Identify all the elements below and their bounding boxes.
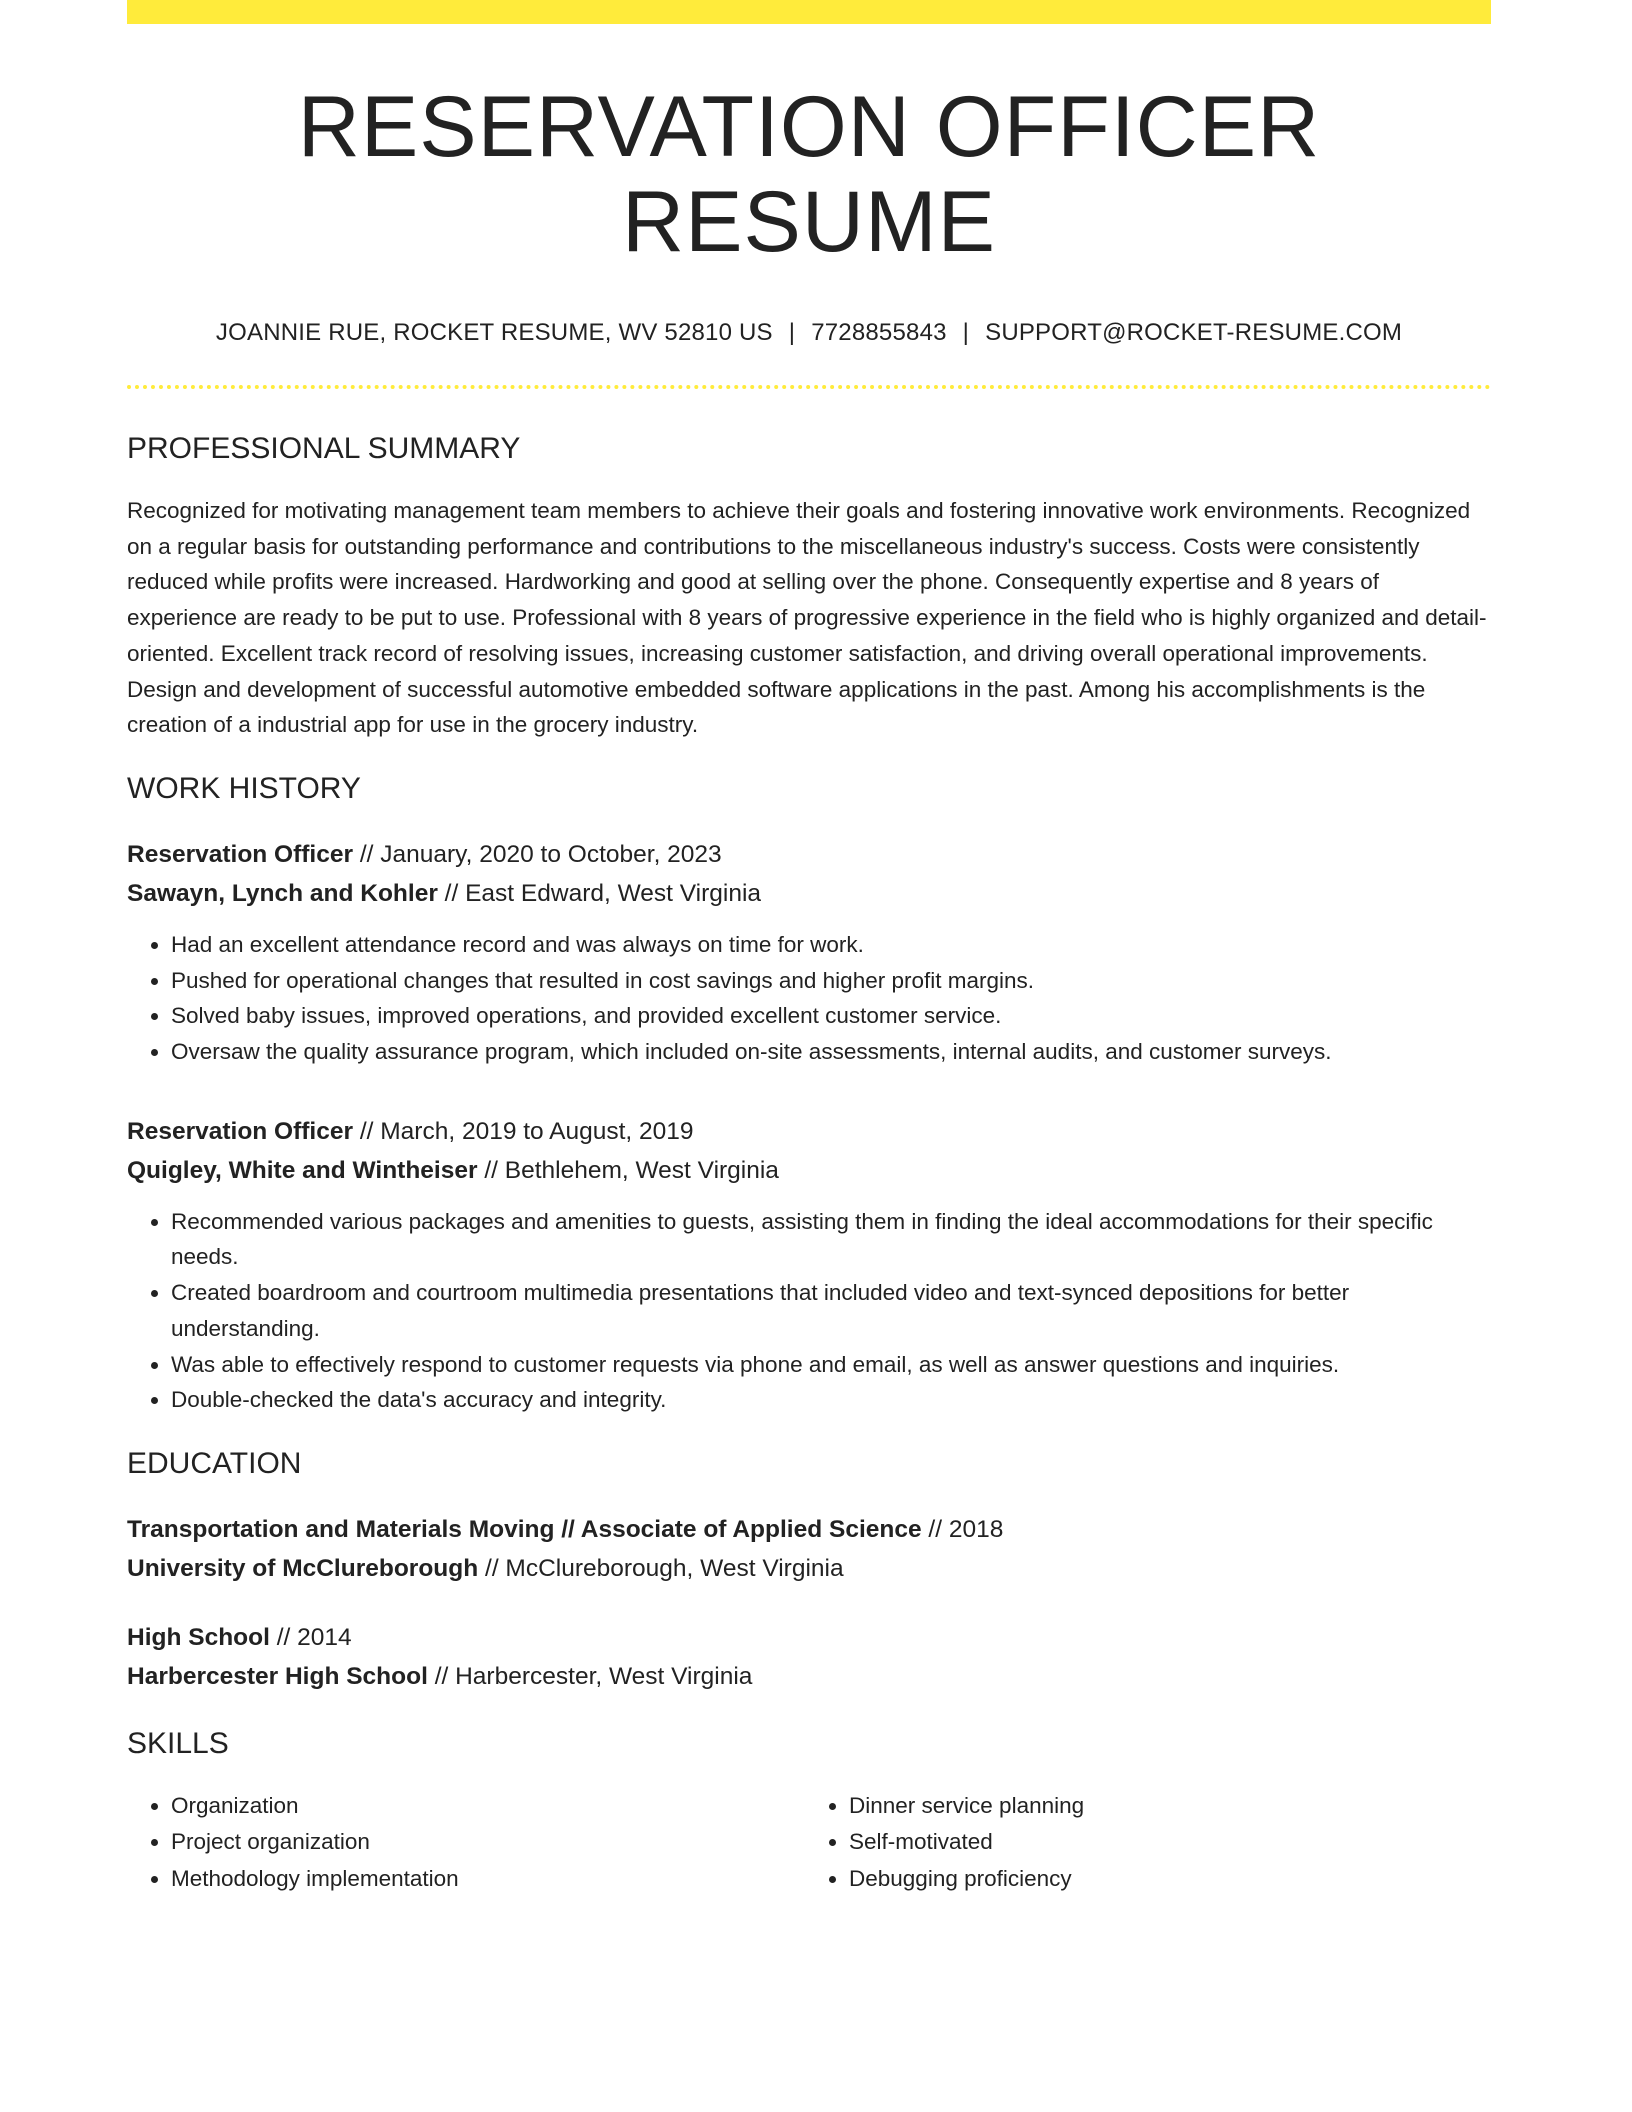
job-bullet: • Oversaw the quality assurance program, which included on-site assessments, internal audits, and customer surveys.: [171, 1034, 1491, 1070]
job-location: // East Edward, West Virginia: [437, 879, 762, 907]
job-company: Quigley, White and Wintheiser: [127, 1156, 478, 1184]
summary-text: Recognized for motivating management team members to achieve their goals and fostering innovative work environments. Recognized on a regular basis for outstanding performance and contributions to the miscellaneous industry's success. Costs were consistently reduced while profits were increased. Hardworking and good at selling over the phone. Consequently expertise and 8 years of experience are ready to be put to use. Professional with 8 years of progressive experience in the field who is highly organized and detail-oriented. Excellent track record of resolving issues, increasing customer satisfaction, and driving overall operational improvements. Design and development of successful automotive embedded software applications in the past. Among his accomplishments is the creation of a industrial app for use in the grocery industry.: [127, 497, 1487, 738]
education-school: Harbercester High School: [127, 1662, 428, 1690]
skill-item: • Project organization: [171, 1824, 801, 1861]
job-title-line: [127, 835, 1491, 874]
education-location: // McClureborough, West Virginia: [478, 1554, 844, 1582]
education-heading: EDUCATION: [127, 1446, 302, 1480]
job-location: // Bethlehem, West Virginia: [477, 1156, 779, 1184]
job-company-line: [127, 874, 1491, 913]
education-entry: [127, 1618, 1491, 1696]
contact-address: JOANNIE RUE, ROCKET RESUME, WV 52810 US: [215, 319, 773, 347]
job-bullet: • Solved baby issues, improved operations, and provided excellent customer service.: [171, 998, 1491, 1034]
skills-right-column: [801, 1788, 1479, 1898]
job-title: Reservation Officer: [127, 1117, 354, 1145]
contact-phone: 7728855843: [811, 319, 947, 347]
education-location: // Harbercester, West Virginia: [427, 1662, 753, 1690]
skills-left-column: [127, 1788, 801, 1898]
job-bullet: • Pushed for operational changes that resulted in cost savings and higher profit margins.: [171, 963, 1491, 999]
job-bullets: [127, 1204, 1491, 1418]
job-bullet: • Double-checked the data's accuracy and integrity.: [171, 1382, 1491, 1418]
skill-item: • Debugging proficiency: [849, 1861, 1479, 1898]
education-school-line: [127, 1657, 1491, 1696]
education-year: // 2014: [269, 1623, 352, 1651]
job-title-line: [127, 1112, 1491, 1151]
work-history-heading: WORK HISTORY: [127, 771, 361, 805]
job-company-line: [127, 1151, 1491, 1190]
education-degree-line: [127, 1510, 1491, 1549]
job-company: Sawayn, Lynch and Kohler: [127, 879, 438, 907]
job-entry: [127, 835, 1491, 1070]
contact-line: [127, 319, 1491, 348]
job-title: Reservation Officer: [127, 840, 354, 868]
job-dates: // March, 2019 to August, 2019: [353, 1117, 694, 1145]
job-bullet: • Recommended various packages and amenities to guests, assisting them in finding the ideal accommodations for their specific needs.: [171, 1204, 1491, 1275]
education-year: // 2018: [921, 1515, 1004, 1543]
education-school-line: [127, 1549, 1491, 1588]
education-degree: Transportation and Materials Moving // Associate of Applied Science: [127, 1515, 922, 1543]
job-bullets: [127, 927, 1491, 1070]
contact-separator: |: [962, 319, 970, 347]
resume-title: RESERVATION OFFICER RESUME: [297, 79, 1321, 270]
education-school: University of McClureborough: [127, 1554, 479, 1582]
job-bullet: • Had an excellent attendance record and was always on time for work.: [171, 927, 1491, 963]
job-entry: [127, 1112, 1491, 1418]
skill-item: • Dinner service planning: [849, 1788, 1479, 1825]
resume-page: [127, 0, 1491, 1897]
skill-item: • Methodology implementation: [171, 1861, 801, 1898]
education-entry: [127, 1510, 1491, 1588]
job-bullet: • Was able to effectively respond to customer requests via phone and email, as well as answer questions and inquiries.: [171, 1347, 1491, 1383]
job-dates: // January, 2020 to October, 2023: [353, 840, 722, 868]
summary-heading: PROFESSIONAL SUMMARY: [127, 431, 521, 465]
accent-top-bar: [127, 0, 1491, 24]
skills-heading: SKILLS: [127, 1726, 229, 1760]
skill-item: • Self-motivated: [849, 1824, 1479, 1861]
skills-columns: [127, 1788, 1491, 1898]
contact-email: SUPPORT@ROCKET-RESUME.COM: [985, 319, 1403, 347]
dotted-divider: [127, 385, 1491, 389]
contact-separator: |: [788, 319, 796, 347]
education-degree-line: [127, 1618, 1491, 1657]
education-degree: High School: [127, 1623, 270, 1651]
job-bullet: • Created boardroom and courtroom multimedia presentations that included video and text-synced depositions for better understanding.: [171, 1275, 1491, 1346]
skill-item: • Organization: [171, 1788, 801, 1825]
